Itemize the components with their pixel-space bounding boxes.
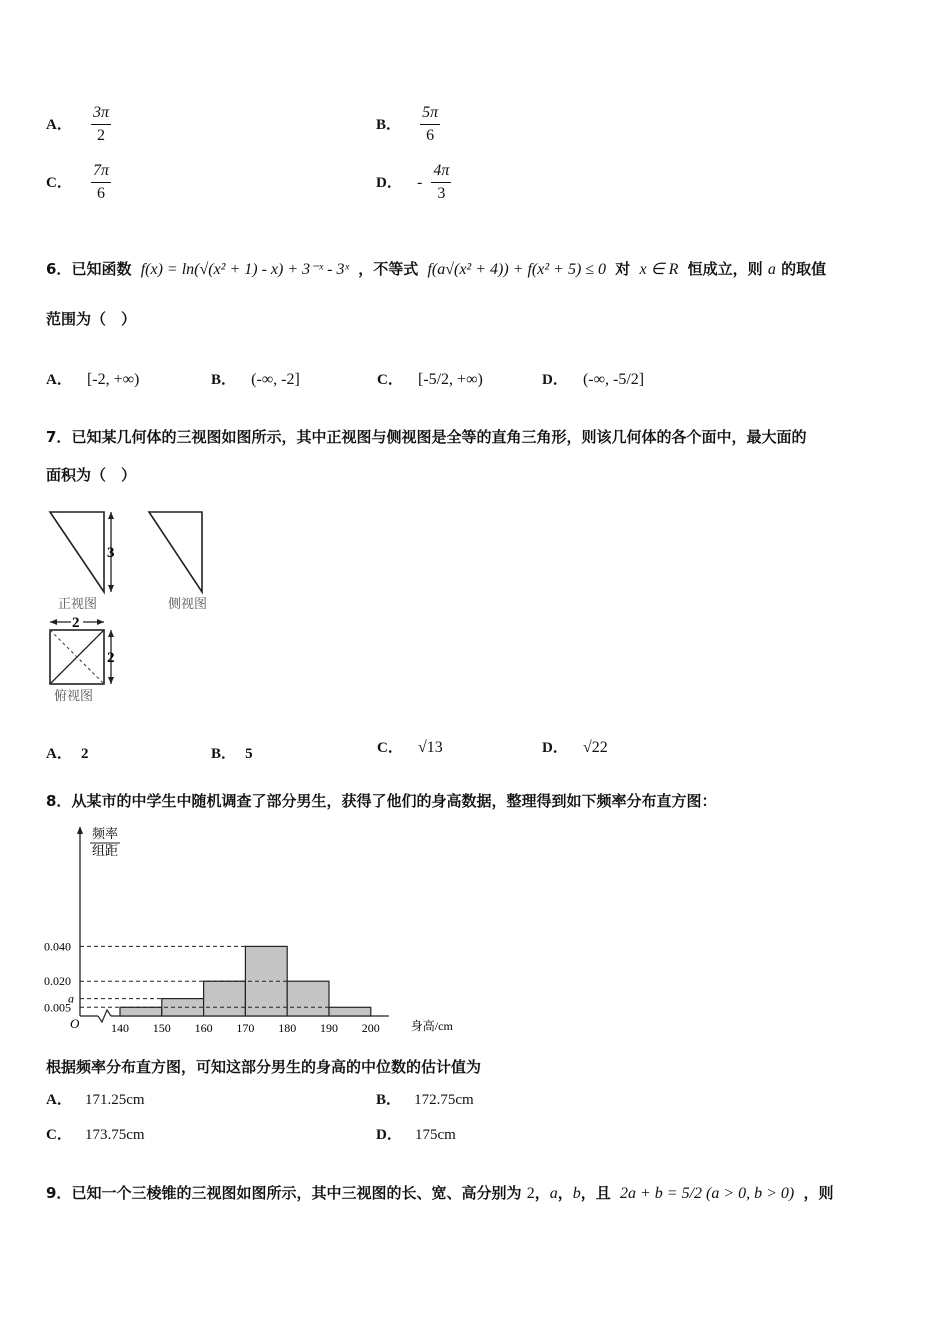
q5-option-b-fraction: $\frac{5\pi}{6}$ [422, 104, 439, 144]
q8-question: 根据频率分布直方图，可知这部分男生的身高的中位数的估计值为 [46, 1058, 482, 1076]
y-axis-arrow-icon [77, 826, 83, 834]
height-label: 3 [107, 545, 115, 561]
axis-break-icon [98, 1010, 111, 1022]
q6-option-c[interactable]: C． [-5/2, +∞) [377, 371, 483, 388]
q6-condition: x ∈ R [639, 261, 679, 278]
arrow-up-icon [108, 630, 114, 637]
q9-stem: 9．已知一个三棱锥的三视图如图所示，其中三视图的长、宽、高分别为 2，a，b，且 2a + b = 5/2 (a > 0, b > 0) ，则 [46, 1184, 834, 1202]
q8-option-b[interactable]: B． 172.75cm [376, 1092, 474, 1108]
q5-option-c[interactable] [46, 162, 111, 203]
arrow-down-icon [108, 677, 114, 684]
q9-value-length: 2 [526, 1185, 535, 1202]
front-view-triangle [50, 512, 104, 592]
x-tick-label: 190 [320, 1021, 338, 1035]
histogram-bar [287, 981, 329, 1016]
side-view-label: 侧视图 [168, 596, 208, 611]
arrow-up-icon [108, 512, 114, 519]
q9-condition: 2a + b = 5/2 (a > 0, b > 0) [619, 1185, 795, 1202]
q6-variable: a [767, 261, 776, 278]
arrow-down-icon [108, 585, 114, 592]
q7-option-d[interactable]: D． √22 [542, 739, 608, 756]
width-label: 2 [72, 615, 80, 631]
q7-three-view-figure [44, 506, 234, 712]
q5-option-b[interactable] [376, 104, 440, 145]
x-tick-label: 170 [236, 1021, 255, 1035]
x-tick-label: 150 [152, 1021, 171, 1035]
q6-option-a[interactable]: A． [-2, +∞) [46, 371, 140, 388]
y-axis-label-top: 频率 [92, 826, 119, 841]
x-tick-label: 140 [111, 1021, 129, 1035]
front-view-label: 正视图 [58, 596, 98, 611]
q6-function: f(x) = ln(√(x² + 1) - x) + 3⁻ˣ - 3ˣ [140, 261, 349, 278]
top-view-label: 俯视图 [54, 688, 94, 703]
y-tick-label: 0.020 [44, 974, 71, 989]
q6-inequality: f(a√(x² + 4)) + f(x² + 5) ≤ 0 [427, 261, 607, 278]
y-axis-label-bottom: 组距 [92, 843, 119, 858]
histogram-bar [120, 1007, 162, 1016]
q6-text: 已知函数 [71, 260, 132, 278]
q8-option-c[interactable]: C． 173.75cm [46, 1127, 145, 1143]
q8-option-a[interactable]: A． 171.25cm [46, 1092, 145, 1108]
q7-option-a[interactable]: A． 2 [46, 746, 89, 762]
q7-stem-line2: 面积为（ ） [46, 466, 137, 484]
q6-option-b[interactable]: B． (-∞, -2] [211, 371, 300, 388]
q8-stem: 8．从某市的中学生中随机调查了部分男生，获得了他们的身高数据，整理得到如下频率分布直方图： [46, 792, 717, 810]
q7-stem: 7．已知某几何体的三视图如图所示，其中正视图与侧视图是全等的直角三角形，则该几何体的各个面中，最大面的 [46, 428, 807, 446]
q7-option-b[interactable]: B． 5 [211, 746, 253, 762]
q5-option-a[interactable] [46, 104, 111, 145]
q8-frequency-histogram [40, 822, 480, 1046]
q7-option-c[interactable]: C． √13 [377, 739, 443, 756]
depth-label: 2 [107, 650, 115, 666]
q9-value-width: a [549, 1185, 558, 1202]
x-axis-label: 身高/cm [410, 1019, 453, 1033]
q9-value-height: b [572, 1185, 581, 1202]
minus-sign: - [416, 174, 423, 191]
q5-option-d-fraction: $\frac{4\pi}{3}$ [433, 162, 450, 202]
y-tick-label: a [68, 991, 74, 1006]
arrow-right-icon [97, 619, 104, 625]
y-tick-label: 0.040 [44, 939, 71, 954]
histogram-bar [204, 981, 246, 1016]
q5-option-d[interactable] [376, 162, 451, 203]
q6-option-d[interactable]: D． (-∞, -5/2] [542, 371, 645, 388]
option-label: B． [376, 117, 402, 133]
option-label: C． [46, 175, 72, 191]
x-tick-label: 160 [194, 1021, 213, 1035]
q8-option-d[interactable]: D． 175cm [376, 1127, 456, 1143]
q5-option-c-fraction: $\frac{7\pi}{6}$ [92, 162, 109, 202]
histogram-bar [329, 1007, 371, 1016]
histogram-bar [162, 999, 204, 1016]
x-tick-label: 180 [278, 1021, 297, 1035]
option-label: A． [46, 117, 72, 133]
x-tick-label: 200 [361, 1021, 380, 1035]
y-tick-label: 0.005 [44, 1000, 71, 1015]
option-label: D． [376, 175, 402, 191]
q6-stem-line2: 范围为（ ） [46, 310, 137, 328]
side-view-triangle [149, 512, 202, 592]
q6-stem: 6．已知函数 f(x) = ln(√(x² + 1) - x) + 3⁻ˣ - 3ˣ ，不等式 f(a√(x² + 4)) + f(x² + 5) ≤ 0 对 x ∈ R 恒成立，则 a 的取值 [46, 260, 827, 278]
q5-option-a-fraction: $\frac{3\pi}{2}$ [92, 104, 109, 144]
question-number: 6． [46, 260, 72, 278]
arrow-left-icon [50, 619, 57, 625]
origin-label: O [70, 1016, 80, 1031]
